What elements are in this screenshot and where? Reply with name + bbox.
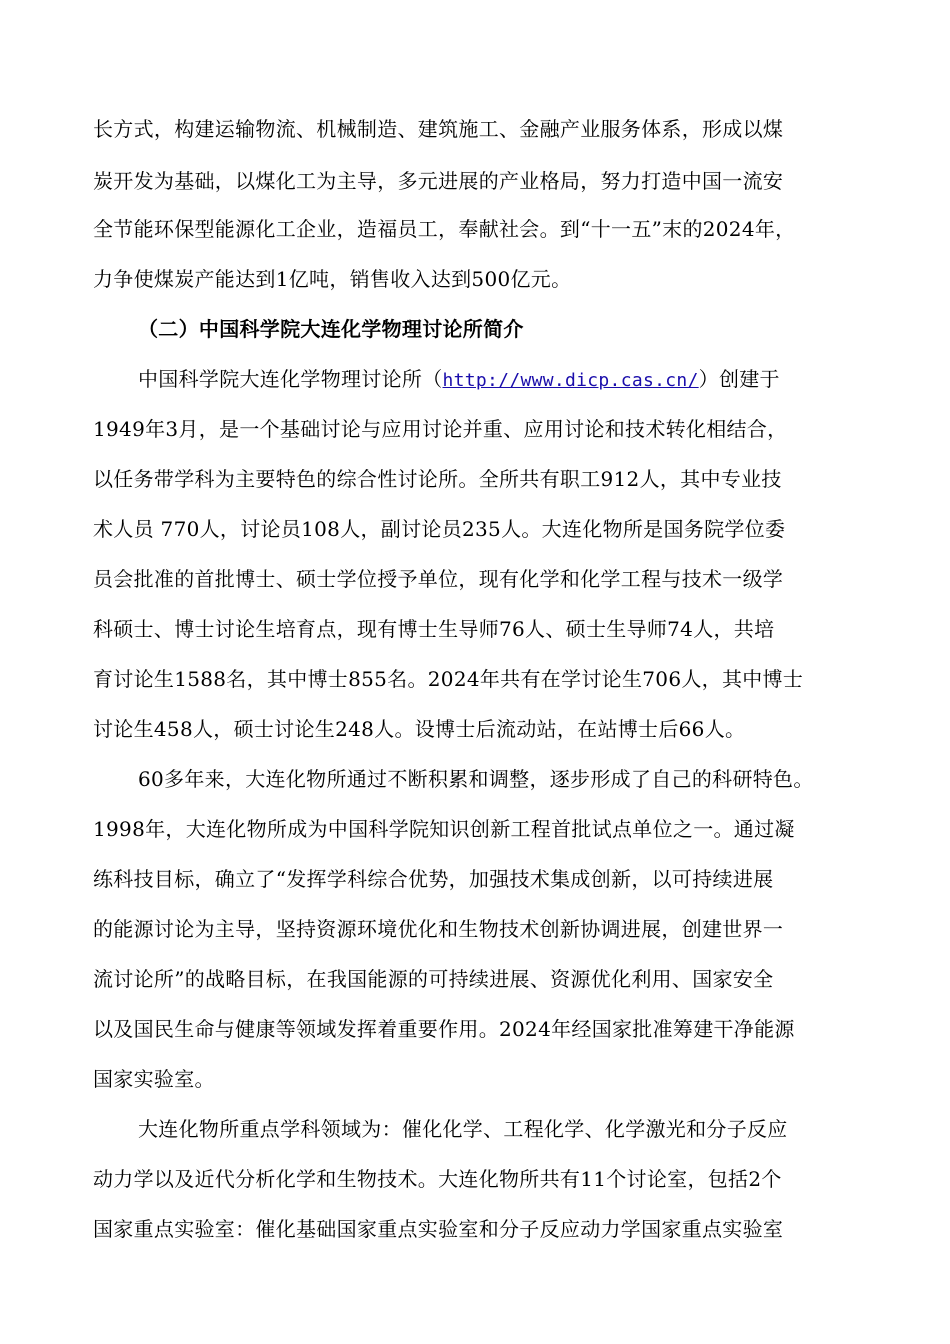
paragraph-line: 1949年3月，是一个基础讨论与应用讨论并重、应用讨论和技术转化相结合， — [93, 417, 788, 441]
paragraph-line: 员会批准的首批博士、硕士学位授予单位，现有化学和化学工程与技术一级学 — [93, 567, 784, 591]
paragraph-line: 60多年来，大连化物所通过不断积累和调整，逐步形成了自己的科研特色。 — [138, 767, 814, 791]
paragraph-line: 以任务带学科为主要特色的综合性讨论所。全所共有职工912人，其中专业技 — [93, 467, 782, 491]
paragraph-line: 长方式，构建运输物流、机械制造、建筑施工、金融产业服务体系，形成以煤 — [93, 117, 784, 141]
website-link[interactable]: http://www.dicp.cas.cn/ — [442, 370, 699, 391]
paragraph-text: ）创建于 — [698, 367, 780, 391]
paragraph-text: 中国科学院大连化学物理讨论所（ — [138, 367, 443, 391]
paragraph-line: 以及国民生命与健康等领域发挥着重要作用。2024年经国家批准筹建干净能源 — [93, 1017, 795, 1041]
paragraph-line: 1998年，大连化物所成为中国科学院知识创新工程首批试点单位之一。通过凝 — [93, 817, 795, 841]
paragraph-line: 流讨论所”的战略目标，在我国能源的可持续进展、资源优化利用、国家安全 — [93, 967, 774, 991]
paragraph-line: 大连化物所重点学科领域为：催化化学、工程化学、化学激光和分子反应 — [138, 1117, 788, 1141]
paragraph-line: 育讨论生1588名，其中博士855名。2024年共有在学讨论生706人，其中博士 — [93, 667, 804, 691]
paragraph-line: 科硕士、博士讨论生培育点，现有博士生导师76人、硕士生导师74人，共培 — [93, 617, 775, 641]
paragraph-line — [138, 364, 873, 394]
section-heading: （二）中国科学院大连化学物理讨论所简介 — [138, 317, 524, 341]
paragraph-line: 动力学以及近代分析化学和生物技术。大连化物所共有11个讨论室，包括2个 — [93, 1167, 782, 1191]
paragraph-line: 讨论生458人，硕士讨论生248人。设博士后流动站，在站博士后66人。 — [93, 717, 746, 741]
paragraph-line: 练科技目标，确立了“发挥学科综合优势，加强技术集成创新，以可持续进展 — [93, 867, 774, 891]
paragraph-line: 炭开发为基础，以煤化工为主导，多元进展的产业格局，努力打造中国一流安 — [93, 169, 784, 193]
paragraph-line: 力争使煤炭产能达到1亿吨，销售收入达到500亿元。 — [93, 267, 572, 291]
paragraph-line: 国家重点实验室：催化基础国家重点实验室和分子反应动力学国家重点实验室 — [93, 1217, 784, 1241]
paragraph-line: 全节能环保型能源化工企业，造福员工，奉献社会。到“十一五”末的2024年， — [93, 217, 796, 241]
paragraph-line: 的能源讨论为主导，坚持资源环境优化和生物技术创新协调进展，创建世界一 — [93, 917, 784, 941]
paragraph-line: 国家实验室。 — [93, 1067, 215, 1091]
paragraph-line: 术人员 770人，讨论员108人，副讨论员235人。大连化物所是国务院学位委 — [93, 517, 786, 541]
